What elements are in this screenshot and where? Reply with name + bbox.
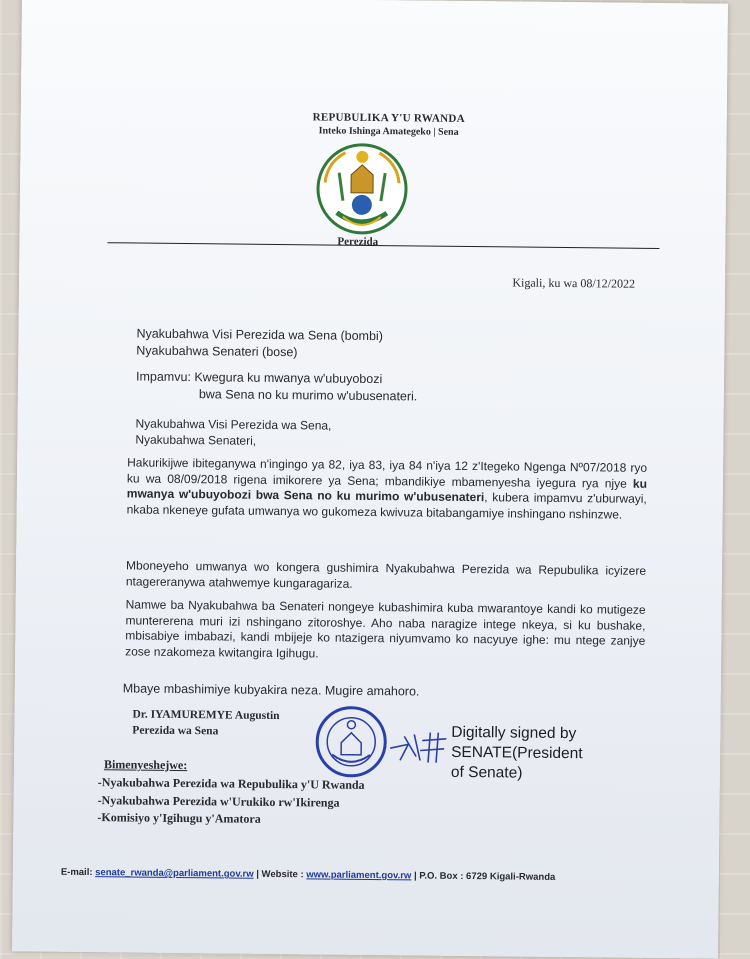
footer-po-box: | P.O. Box : 6729 Kigali-Rwanda (411, 870, 556, 883)
handwritten-signature (386, 726, 450, 767)
cc-item: -Nyakubahwa Perezida wa Repubulika y'U Rwanda (97, 775, 365, 792)
closing-line: Mbaye mbashimiye kubyakira neza. Mugire amahoro. (122, 681, 420, 699)
p1-text: Hakurikijwe ibiteganywa n'ingingo ya 82, iya 83, iya 84 n'iya 12 z'Itegeko Ngenga Nº07/2018 ryo ku wa 08/09/2018 rigena imikorere ya Sena; mbandikiye mbamenyesha iyegura rya njye (126, 455, 648, 491)
letterhead-chamber: Inteko Ishinga Amategeko | Sena (318, 125, 459, 138)
recipient-line: Nyakubahwa Visi Perezida wa Sena (bombi) (136, 326, 383, 344)
cc-heading: Bimenyeshejwe: (103, 757, 188, 773)
footer-email-label: E-mail: (60, 866, 96, 879)
letterhead-office: Perezida (337, 235, 379, 249)
cc-list (97, 774, 364, 829)
salutation-line: Nyakubahwa Senateri, (135, 432, 257, 448)
digital-line: of Senate) (450, 763, 523, 782)
letter-date: Kigali, ku wa 08/12/2022 (512, 275, 636, 291)
digital-line: Digitally signed by (451, 723, 577, 743)
footer-separator: | Website : (253, 868, 307, 881)
recipient-line: Nyakubahwa Senateri (bose) (136, 343, 298, 360)
digital-signature-note (451, 723, 583, 784)
p1-emphasis: ku mwanya w'ubuyobozi bwa Sena no ku murimo w'ubusenateri (126, 476, 648, 505)
body-paragraph-3: Namwe ba Nyakubahwa ba Senateri nongeye kubashimira kuba mwarantoye kandi ko mutigeze muntererena muri izi nshingano zitoroshye. Aho naba naragize intege nkeya, si ku bushake, mbisabiye imbabazi, kandi mbijeje ko ntazigera niyumvamo ko nacyuye ighe: mu ntege zanjye zose nzakomeza kwitangira Igihugu. (125, 597, 646, 660)
header-divider (107, 242, 659, 249)
subject (136, 369, 418, 406)
footer-contact (61, 867, 556, 883)
cc-item: -Nyakubahwa Perezida w'Urukiko rw'Ikirenga (97, 792, 340, 810)
cc-item: -Komisiyo y'Igihugu y'Amatora (97, 810, 261, 826)
rwanda-coat-of-arms-icon (313, 142, 412, 239)
footer-email-link[interactable]: senate_rwanda@parliament.gov.rw (95, 867, 254, 880)
salutation (135, 416, 331, 450)
signatory-name: Dr. IYAMUREMYE Augustin (132, 708, 280, 723)
senate-seal-icon (314, 704, 389, 779)
signatory-title: Perezida wa Sena (132, 724, 219, 738)
p1-text-end: , kubera impamvu z'uburwayi, nkaba nkeneye gufata umwanya wo gukomeza kwivuza bitabangamiye inshingano nshinzwe. (126, 490, 647, 522)
subject-line-1: Impamvu: Kwegura ku mwanya w'ubuyobozi (135, 369, 383, 387)
digital-line: SENATE(President (451, 743, 583, 763)
letter-page (12, 0, 728, 959)
letterhead (21, 108, 727, 140)
salutation-line: Nyakubahwa Visi Perezida wa Sena, (135, 416, 332, 433)
subject-line-2: bwa Sena no ku murimo w'ubusenateri. (198, 387, 418, 404)
recipients (136, 326, 383, 363)
footer-website-link[interactable]: www.parliament.gov.rw (306, 869, 412, 882)
letterhead-republic: REPUBULIKA Y'U RWANDA (312, 111, 465, 125)
body-paragraph-2: Mboneyeho umwanya wo kongera gushimira Nyakubahwa Perezida wa Repubulika icyizere ntagereranywa atahwemye kungaragariza. (125, 558, 647, 591)
body-paragraph-1 (127, 455, 648, 522)
